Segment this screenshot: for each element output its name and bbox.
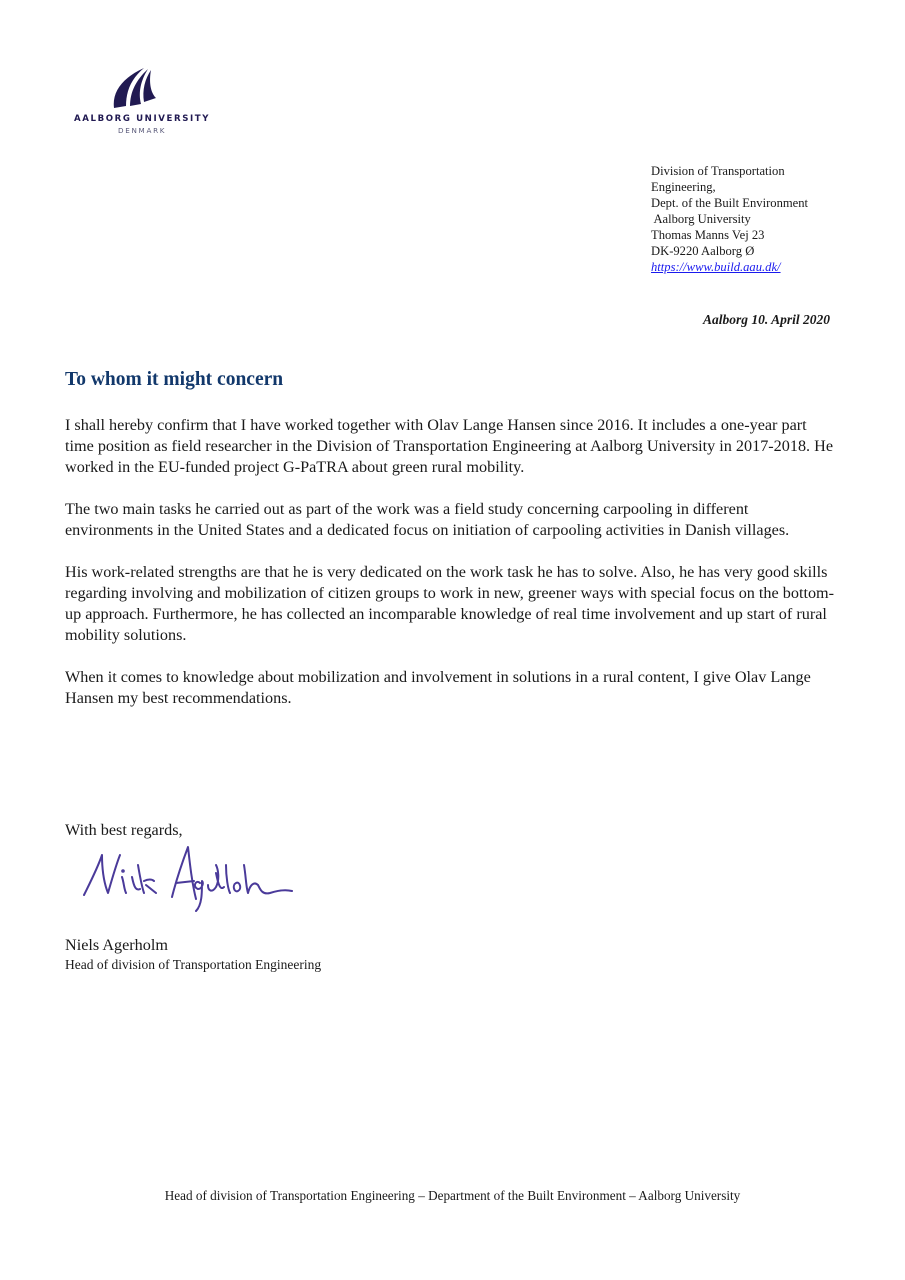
signer-title: Head of division of Transportation Engineering (65, 957, 322, 972)
university-name: AALBORG UNIVERSITY (74, 114, 211, 124)
address-line: Aalborg University (651, 212, 751, 226)
university-logo (74, 64, 211, 135)
signer-name: Niels Agerholm (65, 936, 168, 954)
address-line: Thomas Manns Vej 23 (651, 228, 765, 242)
address-line: Engineering, (651, 180, 716, 194)
body-paragraph: When it comes to knowledge about mobilization and involvement in solutions in a rural content, I give Olav Lange Hansen my best recommendations. (65, 668, 811, 707)
page-footer: Head of division of Transportation Engineering – Department of the Built Environment – Aalborg University (164, 1188, 741, 1203)
website-link[interactable]: https://www.build.aau.dk/ (651, 260, 781, 274)
handwritten-signature (80, 843, 300, 928)
letter-date: Aalborg 10. April 2020 (702, 312, 830, 327)
body-paragraph: His work-related strengths are that he is very dedicated on the work task he has to solve. Also, he has very good skills regarding involving and mobilization of citizen groups to work in new, greener ways with special focus on the bottom-up approach. Furthermore, he has collected an incomparable knowledge of real time involvement and up start of rural mobility solutions. (65, 563, 835, 644)
university-country: DENMARK (118, 126, 167, 135)
letter-heading: To whom it might concern (65, 369, 284, 390)
address-line: Division of Transportation (651, 164, 785, 178)
body-paragraph: I shall hereby confirm that I have worked together with Olav Lange Hansen since 2016. It includes a one-year part time position as field researcher in the Division of Transportation Engineering at Aalborg University in 2017-2018. He worked in the EU-funded project G-PaTRA about green rural mobility. (65, 416, 834, 476)
signature-icon (80, 843, 300, 923)
address-line: Dept. of the Built Environment (651, 196, 809, 210)
aau-wave-logo-icon (110, 64, 158, 110)
sender-address (651, 163, 808, 275)
closing-salutation: With best regards, (65, 821, 183, 839)
address-line: DK-9220 Aalborg Ø (651, 244, 755, 258)
letter-body (65, 415, 835, 730)
body-paragraph: The two main tasks he carried out as part of the work was a field study concerning carpooling in different environments in the United States and a dedicated focus on initiation of carpooling activities in Danish villages. (65, 500, 790, 539)
